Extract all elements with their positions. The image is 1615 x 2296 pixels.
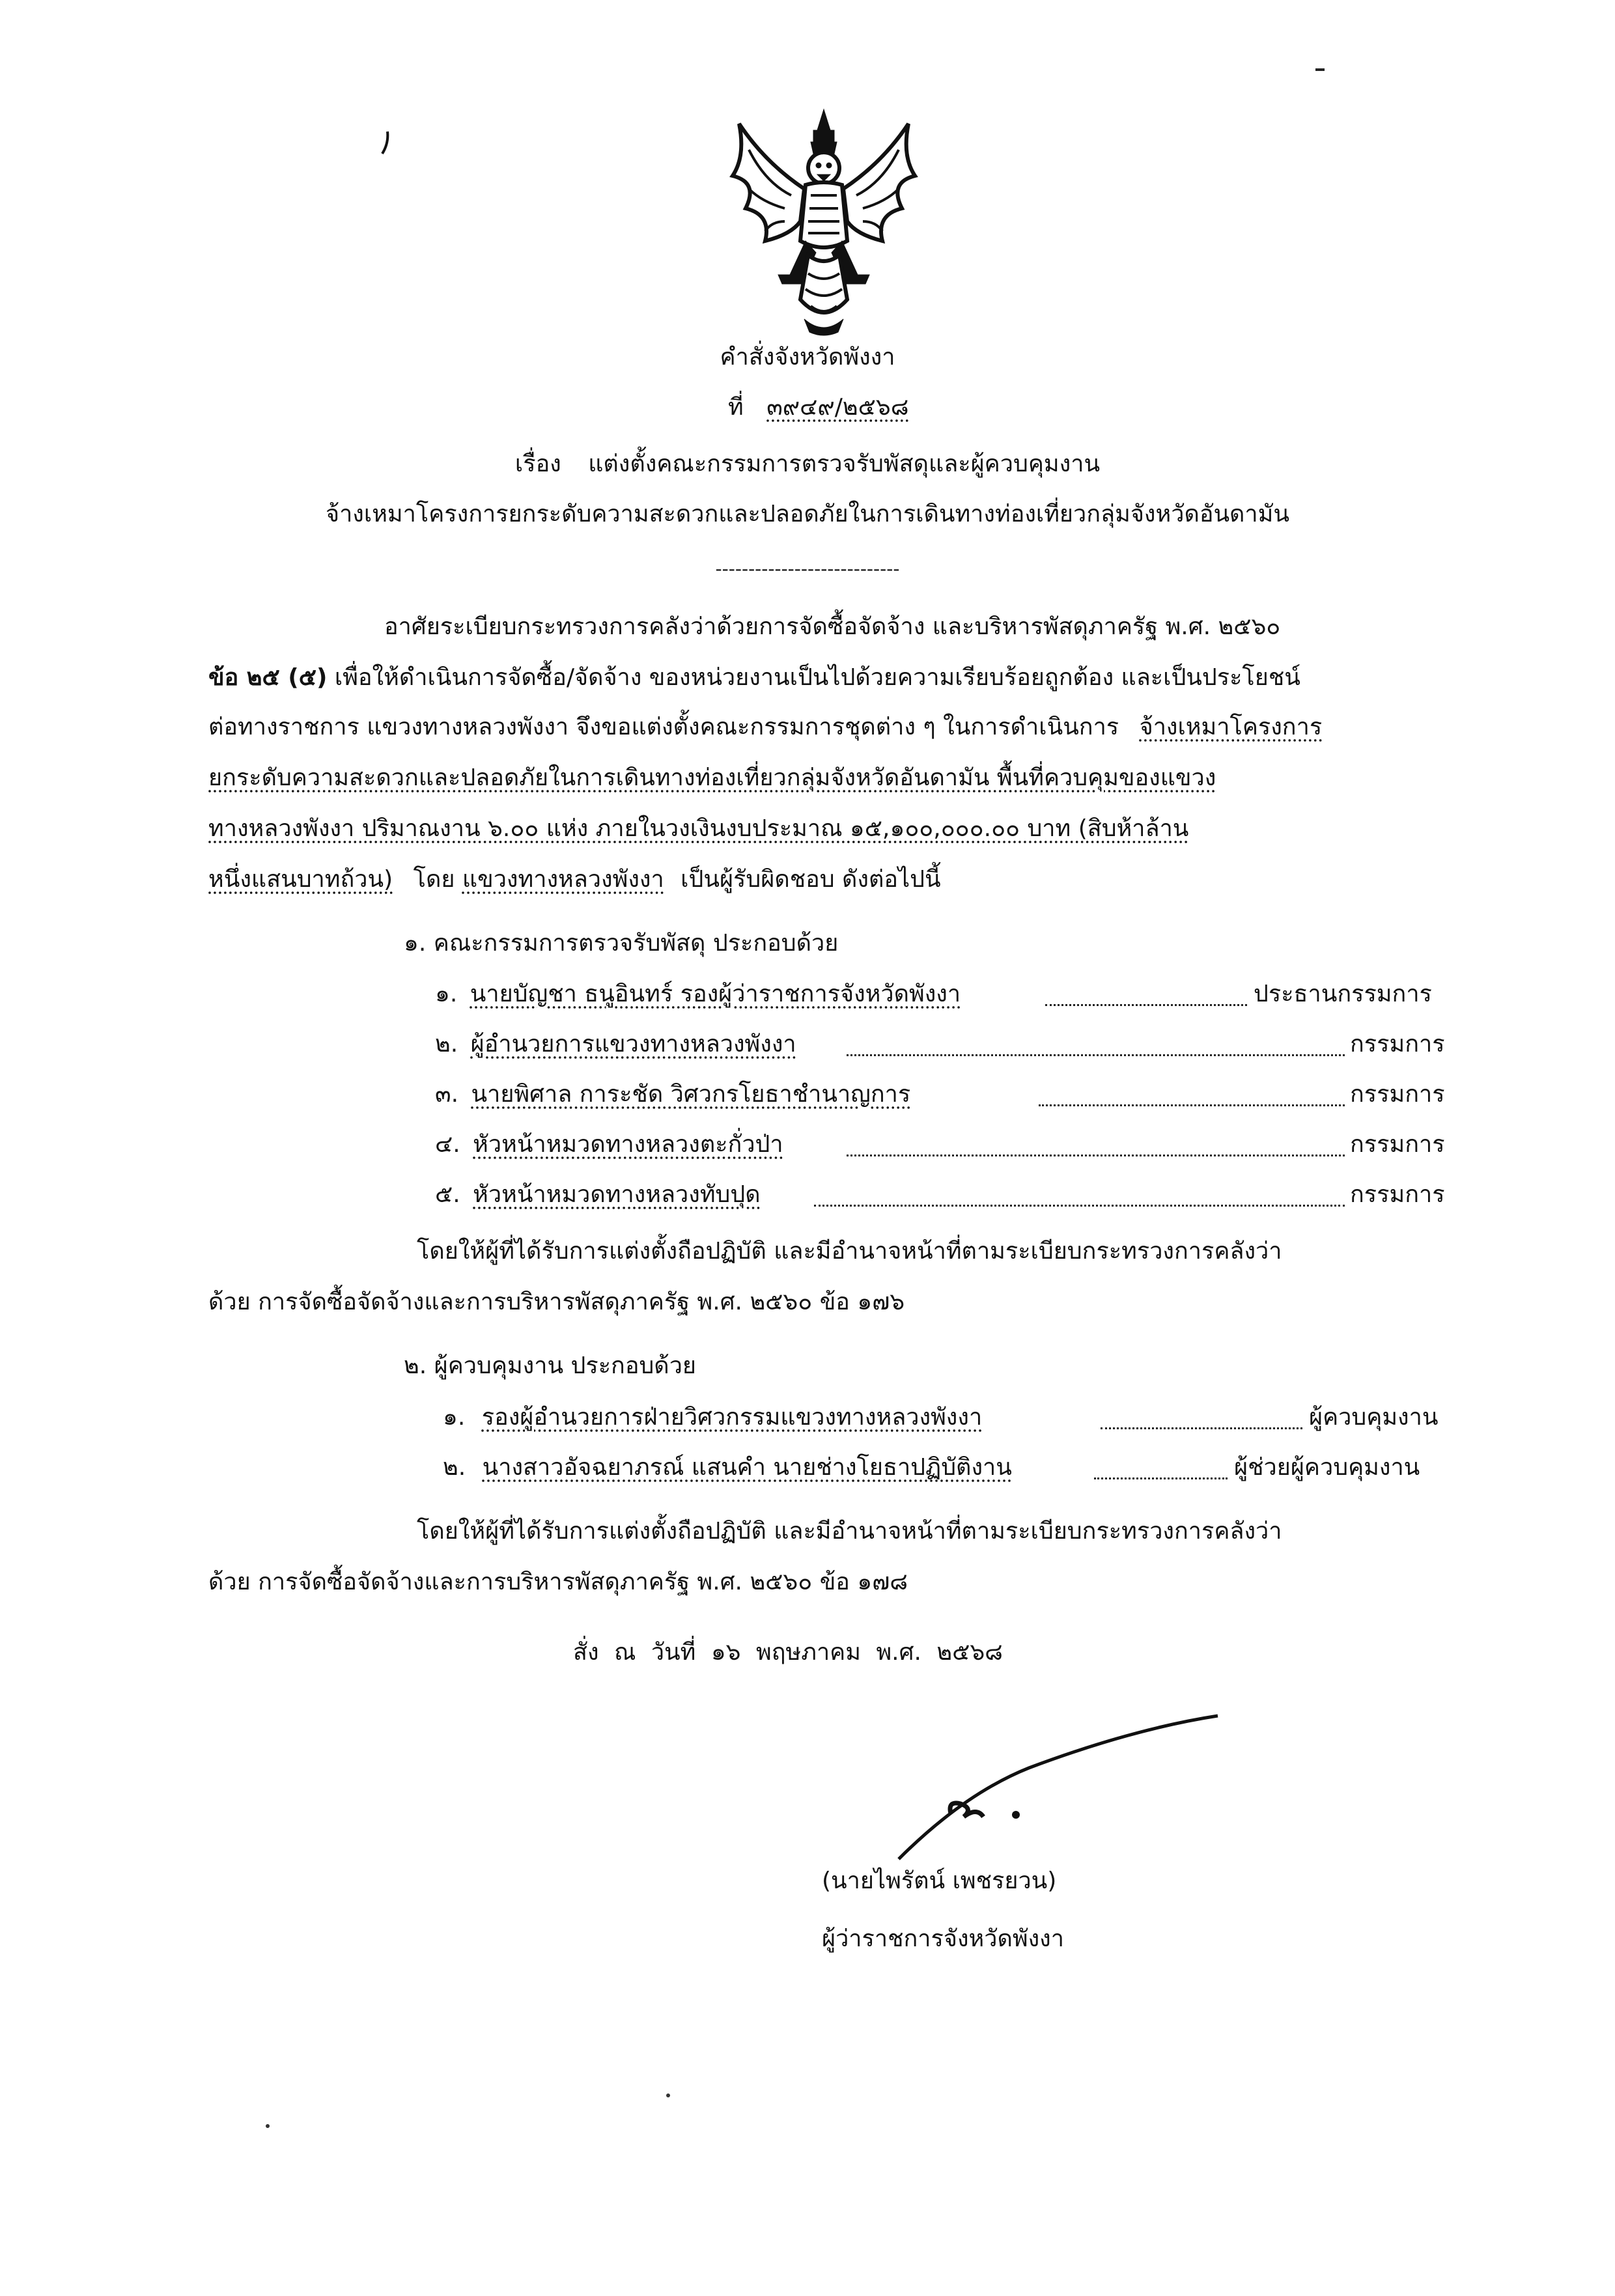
member-role: กรรมการ <box>1350 1081 1445 1108</box>
supervisors-note-line-2: ด้วย การจัดซื้อจัดจ้างและการบริหารพัสดุภาครัฐ พ.ศ. ๒๕๖๐ ข้อ ๑๗๘ <box>208 1569 908 1595</box>
order-number-value: ๓๙๔๙/๒๕๖๘ <box>766 394 909 421</box>
supervisors-note-line-1: โดยให้ผู้ที่ได้รับการแต่งตั้งถือปฏิบัติ และมีอำนาจหน้าที่ตามระเบียบกระทรวงการคลังว่า <box>417 1518 1282 1545</box>
para1-line-2 <box>208 666 1300 690</box>
member-name: นายบัญชา ธนูอินทร์ รองผู้ว่าราชการจังหวัดพังงา <box>470 981 961 1007</box>
garuda-emblem <box>720 104 928 339</box>
member-role: กรรมการ <box>1350 1181 1445 1208</box>
leader-dots <box>847 1155 1345 1156</box>
committee-note-line-1: โดยให้ผู้ที่ได้รับการแต่งตั้งถือปฏิบัติ และมีอำนาจหน้าที่ตามระเบียบกระทรวงการคลังว่า <box>417 1238 1282 1265</box>
supervisor-name: รองผู้อำนวยการฝ่ายวิศวกรรมแขวงทางหลวงพังงา <box>481 1404 983 1431</box>
signer-name: (นายไพรัตน์ เพชรยวน) <box>822 1868 1057 1894</box>
supervisor-1 <box>443 1406 982 1429</box>
leader-dots <box>814 1205 1345 1207</box>
leader-dots <box>847 1054 1345 1056</box>
committee-note-line-2: ด้วย การจัดซื้อจัดจ้างและการบริหารพัสดุภาครัฐ พ.ศ. ๒๕๖๐ ข้อ ๑๗๖ <box>208 1289 905 1315</box>
member-number: ๒. <box>435 1031 458 1057</box>
clause-ref: ข้อ ๒๕ (๕) <box>208 664 328 691</box>
para1-line-4: ยกระดับความสะดวกและปลอดภัยในการเดินทางท่องเที่ยวกลุ่มจังหวัดอันดามัน พื้นที่ควบคุมของแขวง <box>208 764 1216 791</box>
leader-dots <box>1039 1104 1345 1106</box>
committee-member-5 <box>435 1183 761 1207</box>
stray-mark-top-left <box>381 130 386 152</box>
stray-dot-bottom-2 <box>266 2124 270 2128</box>
stray-dot-bottom-1 <box>666 2093 670 2097</box>
para1-line-6 <box>208 868 941 891</box>
committee-member-4 <box>435 1133 783 1156</box>
project-name-start: จ้างเหมาโครงการ <box>1139 714 1323 740</box>
subject-label: เรื่อง <box>514 451 561 477</box>
member-name: นายพิศาล การะชัด วิศวกรโยธาชำนาญการ <box>471 1081 911 1108</box>
order-number <box>728 396 909 419</box>
order-number-prefix: ที่ <box>728 394 744 421</box>
supervisor-number: ๒. <box>443 1454 466 1481</box>
member-number: ๕. <box>435 1181 460 1208</box>
member-name: หัวหน้าหมวดทางหลวงทับปุด <box>473 1181 761 1208</box>
leader-dots <box>1045 1004 1247 1006</box>
subject-text-1: แต่งตั้งคณะกรรมการตรวจรับพัสดุและผู้ควบคุมงาน <box>588 451 1101 477</box>
responsible-unit: แขวงทางหลวงพังงา <box>462 866 664 893</box>
committee-member-1 <box>435 983 961 1006</box>
order-date: สั่ง ณ วันที่ ๑๖ พฤษภาคม พ.ศ. ๒๕๖๘ <box>573 1639 1003 1666</box>
subject-line-1 <box>0 453 1615 476</box>
para1-line-3-text: ต่อทางราชการ แขวงทางหลวงพังงา จึงขอแต่งตั้งคณะกรรมการชุดต่าง ๆ ในการดำเนินการ <box>208 714 1119 740</box>
subject-line-2: จ้างเหมาโครงการยกระดับความสะดวกและปลอดภัยในการเดินทางท่องเที่ยวกลุ่มจังหวัดอันดามัน <box>326 501 1289 527</box>
member-number: ๔. <box>435 1131 460 1158</box>
member-role: ประธานกรรมการ <box>1254 981 1432 1007</box>
supervisor-2 <box>443 1456 1012 1479</box>
committee-member-3 <box>435 1083 910 1106</box>
para1-line-6-end: เป็นผู้รับผิดชอบ ดังต่อไปนี้ <box>681 866 941 893</box>
header-divider: ---------------------------- <box>715 558 900 580</box>
handwritten-signature <box>886 1703 1224 1866</box>
member-number: ๓. <box>435 1081 459 1108</box>
committee-member-2 <box>435 1033 796 1056</box>
leader-dots <box>1101 1427 1302 1429</box>
committee-heading: ๑. คณะกรรมการตรวจรับพัสดุ ประกอบด้วย <box>404 930 839 957</box>
supervisor-name: นางสาวอัจฉยาภรณ์ แสนคำ นายช่างโยธาปฏิบัติงาน <box>482 1454 1012 1481</box>
member-number: ๑. <box>435 981 458 1007</box>
supervisors-heading: ๒. ผู้ควบคุมงาน ประกอบด้วย <box>404 1352 696 1379</box>
signer-title: ผู้ว่าราชการจังหวัดพังงา <box>822 1925 1064 1952</box>
member-role: กรรมการ <box>1350 1031 1445 1057</box>
para1-line-3 <box>208 716 1322 739</box>
member-name: ผู้อำนวยการแขวงทางหลวงพังงา <box>470 1031 796 1057</box>
para1-line-2-text: เพื่อให้ดำเนินการจัดซื้อ/จัดจ้าง ของหน่วยงานเป็นไปด้วยความเรียบร้อยถูกต้อง และเป็นประโยชน์ <box>334 664 1300 691</box>
member-role: กรรมการ <box>1350 1131 1445 1158</box>
member-name: หัวหน้าหมวดทางหลวงตะกั่วป่า <box>473 1131 783 1158</box>
budget-words-end: หนึ่งแสนบาทถ้วน) <box>208 866 393 893</box>
supervisor-role: ผู้ควบคุมงาน <box>1309 1404 1439 1431</box>
supervisor-number: ๑. <box>443 1404 466 1431</box>
supervisor-role: ผู้ช่วยผู้ควบคุมงาน <box>1234 1454 1420 1481</box>
para1-line-6-mid: โดย <box>413 866 455 893</box>
leader-dots <box>1094 1477 1228 1479</box>
order-title: คำสั่งจังหวัดพังงา <box>720 344 895 371</box>
para1-line-1: อาศัยระเบียบกระทรวงการคลังว่าด้วยการจัดซื้อจัดจ้าง และบริหารพัสดุภาครัฐ พ.ศ. ๒๕๖๐ <box>384 613 1281 640</box>
para1-line-5: ทางหลวงพังงา ปริมาณงาน ๖.๐๐ แห่ง ภายในวงเงินงบประมาณ ๑๕,๑๐๐,๐๐๐.๐๐ บาท (สิบห้าล้าน <box>208 815 1189 842</box>
stray-mark-top-right <box>1315 68 1325 71</box>
